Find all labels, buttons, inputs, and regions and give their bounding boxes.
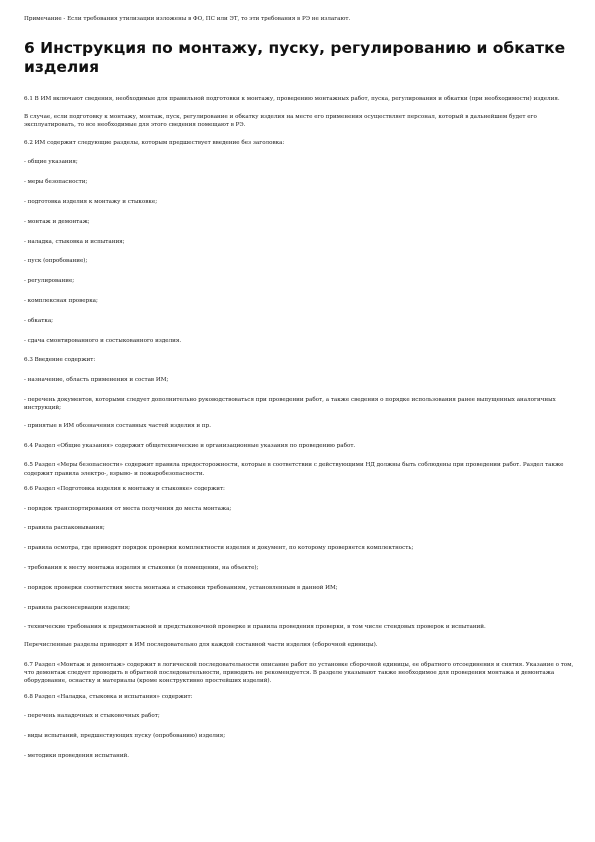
list-item: - наладка, стыковка и испытания; xyxy=(24,238,125,245)
list-item: - общие указания; xyxy=(24,159,78,166)
list-item: - монтаж и демонтаж; xyxy=(24,218,90,225)
paragraph-6-2: 6.2 ИМ содержит следующие разделы, которым предшествует введение без заголовка: xyxy=(24,139,285,146)
section-body xyxy=(24,95,576,772)
list-item: - назначение, область применения и состав ИМ; xyxy=(24,377,169,384)
paragraph-6-7: 6.7 Раздел «Монтаж и демонтаж» содержит в логической последовательности описание работ по установке сборочной единицы, ее обратного отсоединения и снятия. Указание о том, что демонтаж следует проводить в обратной последовательности, приводить не рекомендуется. В разделе указывают также необходимое для проведения монтажа и демонтажа оборудование, оснастку и материалы (кроме конструктивно простейших изделий). xyxy=(24,661,574,685)
list-item: - регулирование; xyxy=(24,278,75,285)
list-item: - порядок проверки соответствия места монтажа и стыковки требованиям, установленным в данной ИМ; xyxy=(24,584,338,591)
list-item: - технические требования к предмонтажной и предстыковочной проверке и правила проведения проверки, в том числе стендовых проверок и испытаний. xyxy=(24,624,486,631)
list-item: - перечень наладочных и стыковочных работ; xyxy=(24,713,160,720)
paragraph-6-4: 6.4 Раздел «Общие указания» содержит общетехнические и организационные указания по проведению работ. xyxy=(24,442,356,449)
list-item: - методики проведения испытаний. xyxy=(24,752,130,759)
section-title: 6 Инструкция по монтажу, пуску, регулированию и обкатке изделия xyxy=(24,39,566,76)
paragraph-6-6: 6.6 Раздел «Подготовка изделия к монтажу и стыковке» содержит: xyxy=(24,485,225,492)
list-item: - сдача смонтированного и состыкованного изделия. xyxy=(24,337,182,344)
list-item: - правила расконсервации изделия; xyxy=(24,604,131,611)
paragraph-6-5: 6.5 Раздел «Меры безопасности» содержит правила предосторожности, которые в соответствии с действующими НД должны быть соблюдены при проведении работ. Раздел также содержит правила электро-, взрыво- и пожаробезопасности. xyxy=(24,462,564,477)
list-item: - порядок транспортирования от места получения до места монтажа; xyxy=(24,505,232,512)
list-item: - правила распаковывания; xyxy=(24,525,105,532)
paragraph-6-1-note: В случае, если подготовку к монтажу, монтаж, пуск, регулирование и обкатку изделия на месте его применения осуществляет персонал, который в дальнейшем будет его эксплуатировать, то все необходимые для этого сведения помещают в РЭ. xyxy=(24,113,537,128)
list-item: - перечень документов, которыми следует дополнительно руководствоваться при проведении работ, а также сведения о порядке использования ранее выпущенных аналогичных инструкций; xyxy=(24,396,556,412)
list-item: - требования к месту монтажа изделия и стыковке (в помещении, на объекте); xyxy=(24,565,259,572)
paragraph-list-note: Перечисленные разделы приводят в ИМ последовательно для каждой составной части изделия (сборочной единицы). xyxy=(24,642,378,649)
paragraph-6-8: 6.8 Раздел «Наладка, стыковка и испытания» содержит: xyxy=(24,693,193,700)
list-item: - обкатка; xyxy=(24,317,54,324)
list-item: - комплексная проверка; xyxy=(24,297,98,304)
paragraph-6-1: 6.1 В ИМ включают сведения, необходимые для правильной подготовки к монтажу, проведению монтажных работ, пуска, регулирования и обкатки (при необходимости) изделия. xyxy=(24,96,560,102)
list-item: - пуск (опробование); xyxy=(24,258,88,265)
list-item: - подготовка изделия к монтажу и стыковке; xyxy=(24,199,158,205)
list-item: - принятые в ИМ обозначения составных частей изделия и пр. xyxy=(24,422,212,429)
list-item: - меры безопасности; xyxy=(24,179,88,186)
list-item: - виды испытаний, предшествующих пуску (опробованию) изделия; xyxy=(24,733,226,740)
list-item: - правила осмотра, где приводят порядок проверки комплектности изделия и документ, по которому проверяется комплектность; xyxy=(24,545,414,552)
document-note: Примечание - Если требования утилизации изложены в ФО, ПС или ЭТ, то эти требования в РЭ не излагают. xyxy=(24,16,351,22)
paragraph-6-3: 6.3 Введение содержит: xyxy=(24,357,96,364)
